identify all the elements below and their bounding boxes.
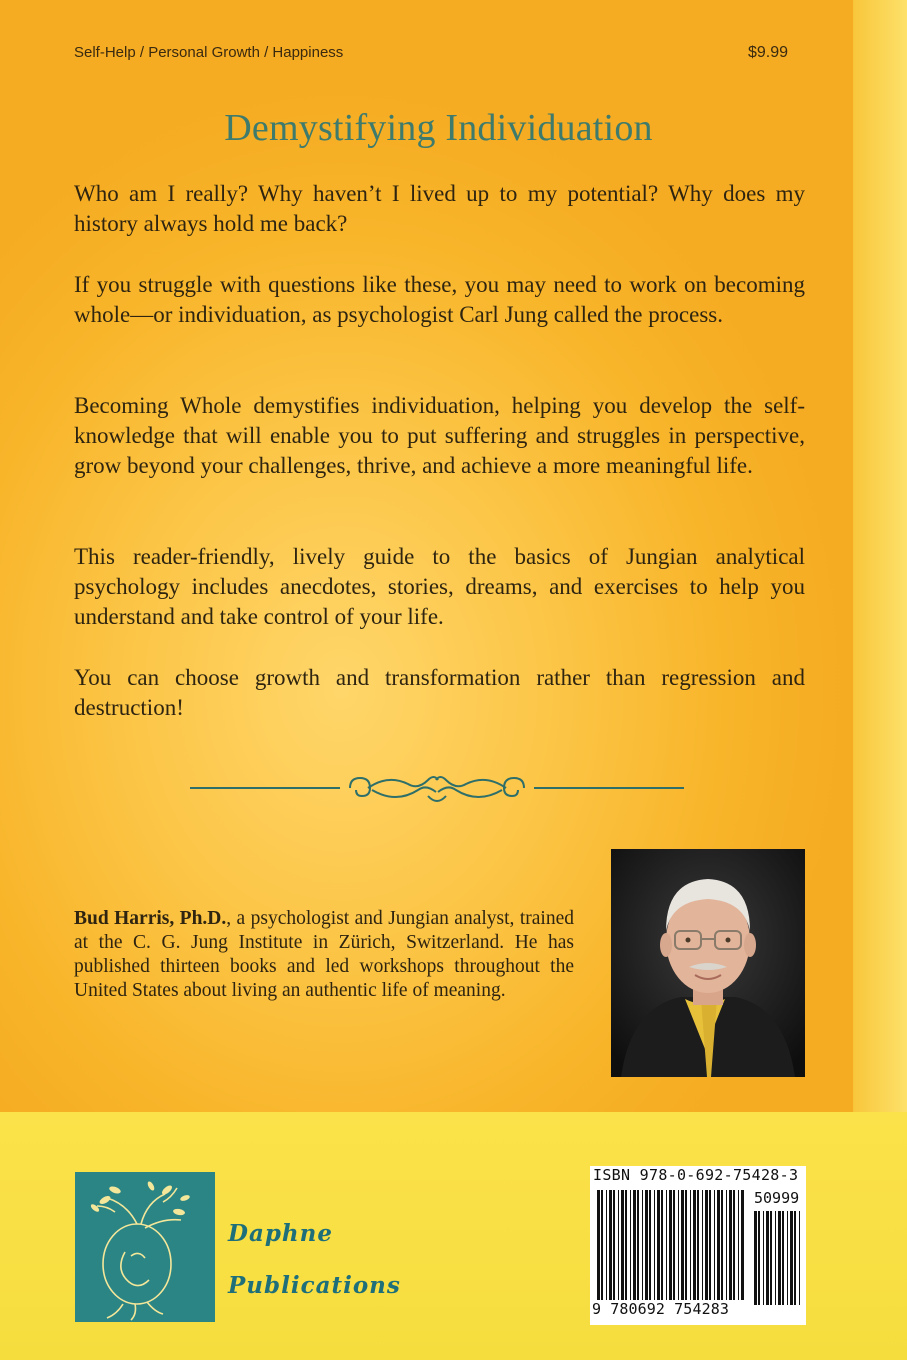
- barcode-bar: [637, 1190, 639, 1300]
- author-name: Bud Harris, Ph.D.: [74, 908, 227, 929]
- barcode-bar: [654, 1190, 655, 1300]
- barcode-bar: [763, 1211, 764, 1305]
- barcode-bar: [721, 1190, 723, 1300]
- barcode-bar: [714, 1190, 715, 1300]
- author-portrait-image: [611, 849, 805, 1077]
- ean-digits: 9 780692 754283: [592, 1300, 729, 1318]
- barcode-bar: [787, 1211, 788, 1305]
- barcode-bar: [642, 1190, 643, 1300]
- blurb-paragraph: If you struggle with questions like these, you may need to work on becoming whole—or individuation, as psychologist Carl Jung called the process.: [74, 272, 805, 327]
- blurb-paragraph: You can choose growth and transformation rather than regression and destruction!: [74, 665, 805, 720]
- barcode-bar: [741, 1190, 744, 1300]
- barcode-bar: [669, 1190, 672, 1300]
- author-bio: [74, 907, 574, 1003]
- page-title: Demystifying Individuation: [224, 107, 653, 149]
- barcode-bar: [726, 1190, 727, 1300]
- blurb-paragraph: Who am I really? Why haven’t I lived up to my potential? Why does my history always hold me back?: [74, 181, 805, 236]
- barcode-bar: [661, 1190, 663, 1300]
- publisher-name-line1: Daphne: [228, 1220, 334, 1247]
- barcode-bar: [778, 1211, 781, 1305]
- barcode-bar: [657, 1190, 660, 1300]
- barcode-bar: [690, 1190, 691, 1300]
- barcode-bar: [630, 1190, 631, 1300]
- barcode-bar: [766, 1211, 769, 1305]
- blurb-paragraph: This reader-friendly, lively guide to the basics of Jungian analytical psychology includes anecdotes, stories, dreams, and exercises to help you understand and take control of your life.: [74, 544, 805, 629]
- barcode-bar: [673, 1190, 675, 1300]
- barcode-bar: [693, 1190, 696, 1300]
- spine-edge: [853, 0, 907, 1112]
- barcode-bar: [649, 1190, 651, 1300]
- barcode-bar: [782, 1211, 784, 1305]
- barcode-bar: [618, 1190, 619, 1300]
- barcode-bar: [794, 1211, 796, 1305]
- publisher-name-line2: Publications: [228, 1272, 401, 1299]
- barcode-bar: [758, 1211, 760, 1305]
- flourish-divider-icon: [190, 768, 684, 808]
- price-label: $9.99: [748, 44, 789, 61]
- barcode-bar: [621, 1190, 624, 1300]
- barcode-bar: [645, 1190, 648, 1300]
- barcode-bar: [790, 1211, 793, 1305]
- barcode-bar: [717, 1190, 720, 1300]
- barcode-bar: [625, 1190, 627, 1300]
- category-label: Self-Help / Personal Growth / Happiness: [74, 44, 344, 61]
- blurb-paragraph: Becoming Whole demystifies individuation, helping you develop the self-knowledge that will enable you to put suffering and struggles in perspective, grow beyond your challenges, thrive, and achieve a more meaningful life.: [74, 393, 805, 478]
- barcode-bar: [685, 1190, 687, 1300]
- barcode-bar: [799, 1211, 800, 1305]
- author-bio-text: , a psychologist and Jungian analyst, trained at the C. G. Jung Institute in Zürich, Switzerland. He has published thirteen books and led workshops throughout the United States about living an authentic life of meaning.: [74, 908, 574, 1001]
- barcode-bar: [633, 1190, 636, 1300]
- price-code: 50999: [754, 1189, 800, 1207]
- barcode-bar: [697, 1190, 699, 1300]
- author-photo: [611, 849, 805, 1077]
- barcode-bar: [775, 1211, 776, 1305]
- tree-figure-logo-icon: [75, 1172, 215, 1322]
- barcode-bar: [597, 1190, 600, 1300]
- isbn-label: ISBN 978-0-692-75428-3: [593, 1166, 799, 1184]
- barcode-bar: [613, 1190, 615, 1300]
- barcode-bar: [678, 1190, 679, 1300]
- barcode-bar: [733, 1190, 735, 1300]
- ean-barcode: [597, 1190, 745, 1300]
- barcode-bar: [609, 1190, 612, 1300]
- barcode-bar: [601, 1190, 603, 1300]
- barcode-bar: [729, 1190, 732, 1300]
- barcode-bar: [702, 1190, 703, 1300]
- barcode-bar: [606, 1190, 607, 1300]
- publisher-logo: [75, 1172, 215, 1322]
- barcode-bar: [770, 1211, 772, 1305]
- barcode-bar: [738, 1190, 739, 1300]
- barcode-bar: [705, 1190, 708, 1300]
- price-addon-barcode: [754, 1211, 802, 1305]
- barcode-bar: [754, 1211, 757, 1305]
- barcode-bar: [709, 1190, 711, 1300]
- barcode-bar: [666, 1190, 667, 1300]
- barcode-bar: [681, 1190, 684, 1300]
